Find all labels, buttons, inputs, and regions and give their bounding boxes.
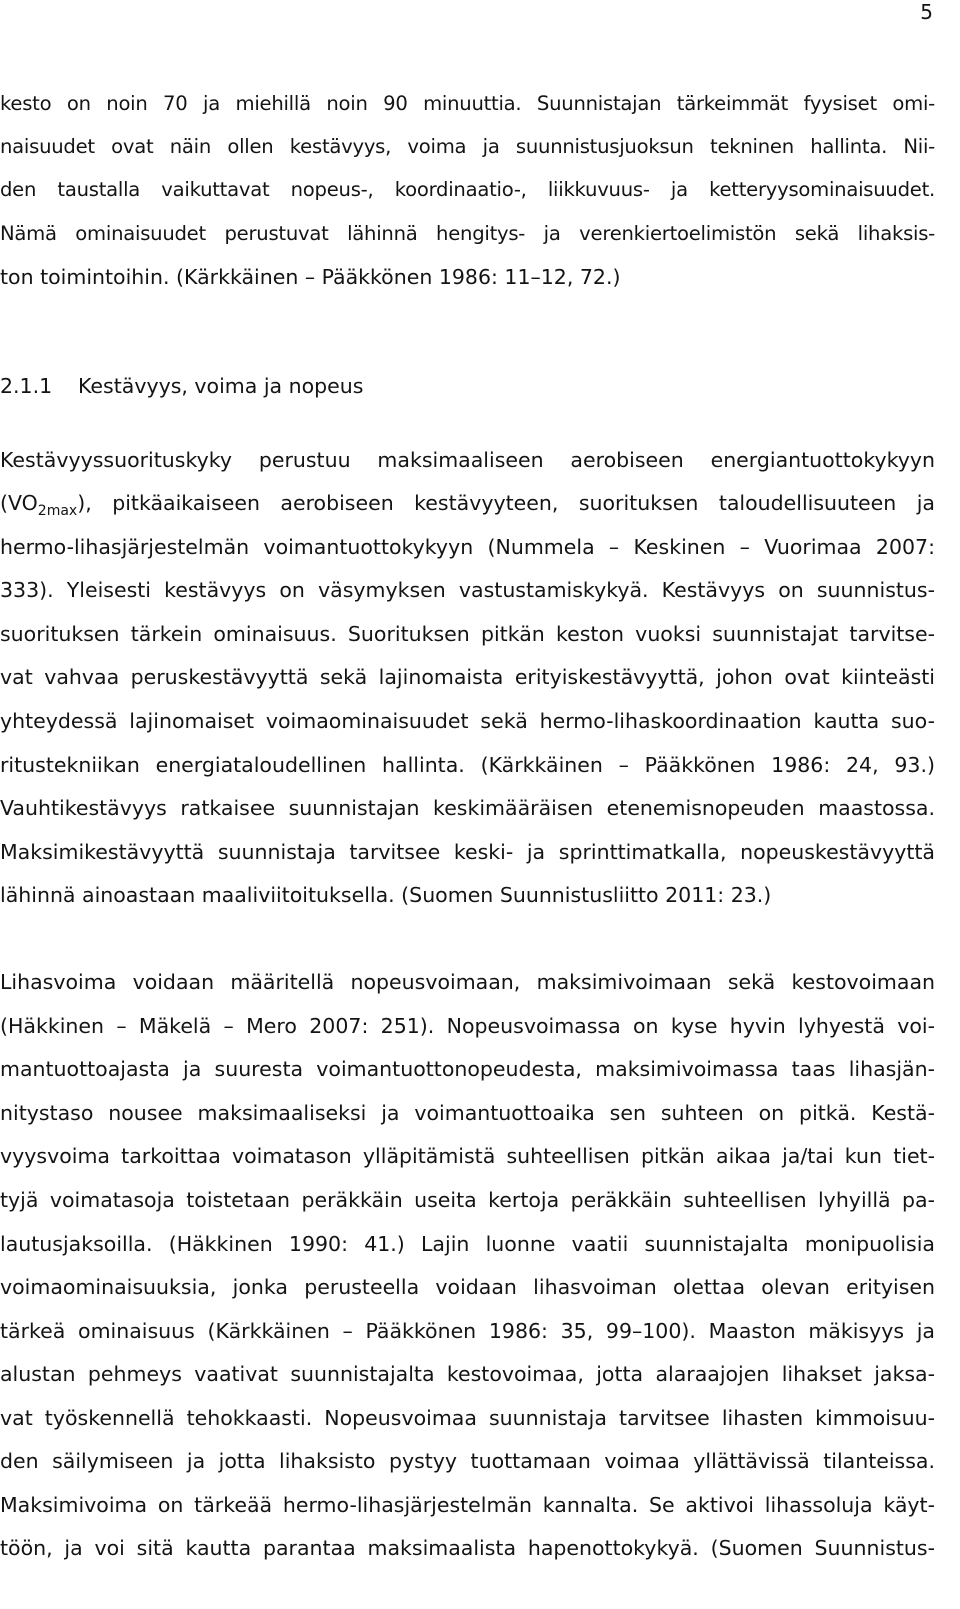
text-line: nitystaso nousee maksimaaliseksi ja voimantuottoaika sen suhteen on pitkä. Kestä- <box>0 1101 935 1125</box>
text-line: voimaominaisuuksia, jonka perusteella voidaan lihasvoiman olettaa olevan erityisen <box>0 1275 935 1299</box>
section-title: Kestävyys, voima ja nopeus <box>78 374 364 398</box>
text-line: vat vahvaa peruskestävyyttä sekä lajinomaista erityiskestävyyttä, johon ovat kiinteästi <box>0 665 935 689</box>
vo2-base: (VO <box>0 491 38 515</box>
text-line: Vauhtikestävyys ratkaisee suunnistajan keskimääräisen etenemisnopeuden maastossa. <box>0 796 935 820</box>
text-line: 333). Yleisesti kestävyys on väsymyksen vastustamiskykyä. Kestävyys on suunnistus- <box>0 578 935 602</box>
text-line: Nämä ominaisuudet perustuvat lähinnä hengitys- ja verenkiertoelimistön sekä lihaksis- <box>0 222 935 245</box>
text-line: hermo-lihasjärjestelmän voimantuottokykyyn (Nummela – Keskinen – Vuorimaa 2007: <box>0 535 935 559</box>
text-line: Kestävyyssuorituskyky perustuu maksimaaliseen aerobiseen energiantuottokykyyn <box>0 448 935 472</box>
text-line: yhteydessä lajinomaiset voimaominaisuudet sekä hermo-lihaskoordinaation kautta suo- <box>0 709 935 733</box>
text-line: tyjä voimatasoja toistetaan peräkkäin useita kertoja peräkkäin suhteellisen lyhyillä pa- <box>0 1188 935 1212</box>
text-line: den säilymiseen ja jotta lihaksisto pystyy tuottamaan voimaa yllättävissä tilanteissa. <box>0 1449 935 1473</box>
text-line: vat työskennellä tehokkaasti. Nopeusvoimaa suunnistaja tarvitsee lihasten kimmoisuu- <box>0 1406 935 1430</box>
text-line: alustan pehmeys vaativat suunnistajalta kestovoimaa, jotta alaraajojen lihakset jaksa- <box>0 1362 935 1386</box>
text-line: ritustekniikan energiataloudellinen hallinta. (Kärkkäinen – Pääkkönen 1986: 24, 93.) <box>0 753 935 777</box>
section-heading <box>0 372 363 400</box>
text-line-vo2 <box>0 489 935 525</box>
text-line: mantuottoajasta ja suuresta voimantuottonopeudesta, maksimivoimassa taas lihasjän- <box>0 1057 935 1081</box>
text-line: Maksimivoima on tärkeää hermo-lihasjärjestelmän kannalta. Se aktivoi lihassoluja käyt- <box>0 1493 935 1517</box>
text-line: (Häkkinen – Mäkelä – Mero 2007: 251). Nopeusvoimassa on kyse hyvin lyhyestä voi- <box>0 1014 935 1038</box>
vo2-subscript: 2max <box>37 503 78 519</box>
text-line: Maksimikestävyyttä suunnistaja tarvitsee keski- ja sprinttimatkalla, nopeuskestävyyttä <box>0 840 935 864</box>
vo2-rest: ), pitkäaikaiseen aerobiseen kestävyyteen, suorituksen taloudellisuuteen ja <box>77 491 935 515</box>
text-line: töön, ja voi sitä kautta parantaa maksimaalista hapenottokykyä. (Suomen Suunnistus- <box>0 1536 935 1560</box>
text-line: Lihasvoima voidaan määritellä nopeusvoimaan, maksimivoimaan sekä kestovoimaan <box>0 970 935 994</box>
text-line: vyysvoima tarkoittaa voimatason ylläpitämistä suhteellisen pitkän aikaa ja/tai kun tiet- <box>0 1144 935 1168</box>
text-line: lautusjaksoilla. (Häkkinen 1990: 41.) Lajin luonne vaatii suunnistajalta monipuolisia <box>0 1232 935 1256</box>
text-line: naisuudet ovat näin ollen kestävyys, voima ja suunnistusjuoksun tekninen hallinta. Nii- <box>0 135 935 158</box>
text-line: den taustalla vaikuttavat nopeus-, koordinaatio-, liikkuvuus- ja ketteryysominaisuudet. <box>0 178 935 201</box>
section-number: 2.1.1 <box>0 374 53 398</box>
page-number: 5 <box>920 0 933 24</box>
text-line: suorituksen tärkein ominaisuus. Suorituksen pitkän keston vuoksi suunnistajat tarvitse- <box>0 622 935 646</box>
text-line: tärkeä ominaisuus (Kärkkäinen – Pääkkönen 1986: 35, 99–100). Maaston mäkisyys ja <box>0 1319 935 1343</box>
text-line: kesto on noin 70 ja miehillä noin 90 minuuttia. Suunnistajan tärkeimmät fyysiset omi- <box>0 92 935 115</box>
text-line: ton toimintoihin. (Kärkkäinen – Pääkkönen 1986: 11–12, 72.) <box>0 265 621 289</box>
text-line: lähinnä ainoastaan maaliviitoituksella. (Suomen Suunnistusliitto 2011: 23.) <box>0 883 772 907</box>
